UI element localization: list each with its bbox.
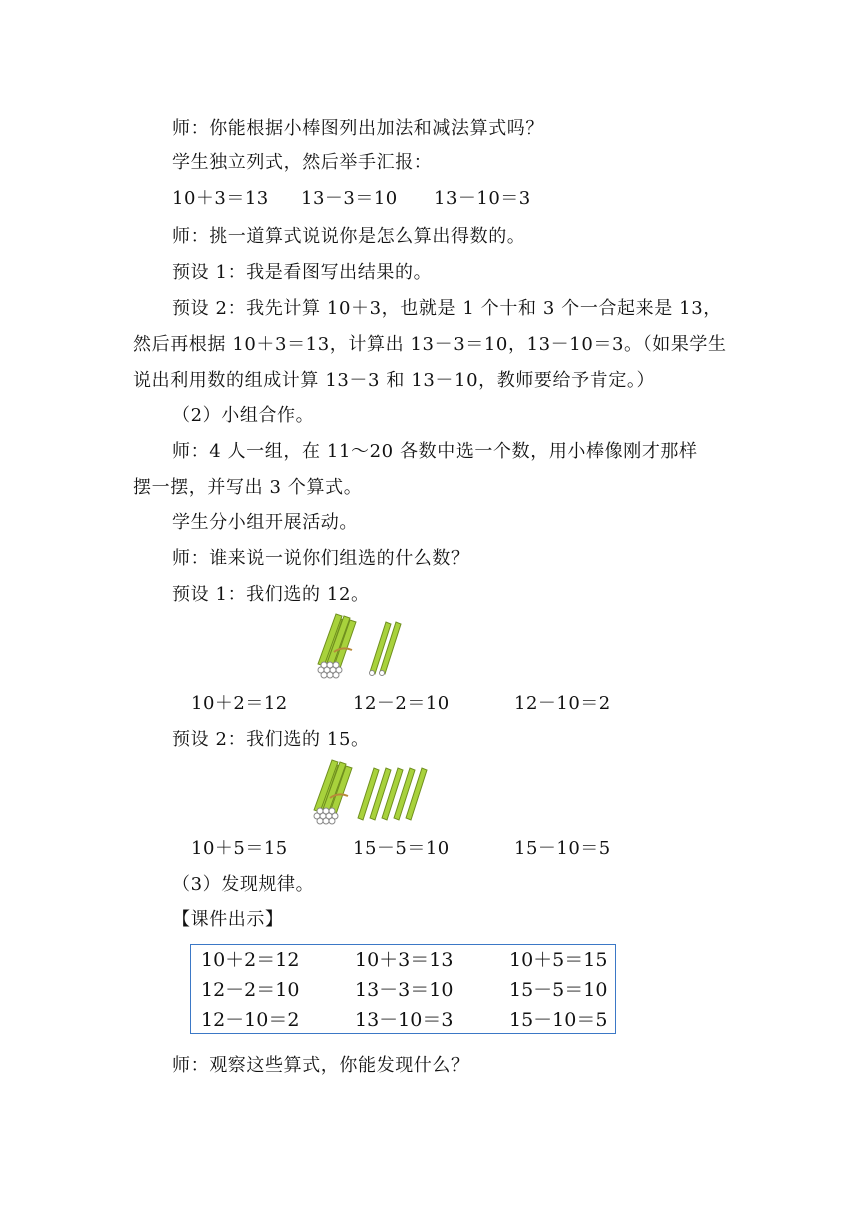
bundled-sticks-icon [318,614,356,678]
bundled-sticks-icon [314,760,352,824]
p8-line1: 师：4 人一组，在 11～20 各数中选一个数，用小棒像刚才那样 [172,441,698,462]
table-cell: 10＋2＝12 [201,949,300,971]
eq-13-sub3: 13－3＝10 [301,188,398,209]
p9: 学生分小组开展活动。 [172,512,358,533]
sticks-15-image [308,758,438,828]
p2: 学生独立列式，然后举手汇报： [172,152,433,173]
p5: 预设 1：我是看图写出结果的。 [172,262,433,283]
eq-15-sub10: 15－10＝5 [514,838,611,859]
loose-sticks [370,622,402,676]
table-cell: 12－2＝10 [201,979,300,1001]
equations-table [190,944,616,1034]
table-cell: 10＋3＝13 [355,949,454,971]
p4: 师：挑一道算式说说你是怎么算出得数的。 [172,226,526,247]
p15: （3）发现规律。 [172,874,315,895]
p10: 师：谁来说一说你们组选的什么数？ [172,548,470,569]
eq-15-sub5: 15－5＝10 [353,838,450,859]
p1: 师：你能根据小棒图列出加法和减法算式吗？ [172,118,544,139]
sticks-12-image [312,612,417,682]
table-cell: 13－3＝10 [355,979,454,1001]
p8-line2: 摆一摆，并写出 3 个算式。 [133,477,363,498]
p6-line3: 说出利用数的组成计算 13－3 和 13－10，教师要给予肯定。） [133,370,656,391]
eq-15-add: 10＋5＝15 [191,838,288,859]
eq-12-sub2: 12－2＝10 [353,693,450,714]
table-cell: 15－10＝5 [509,1009,608,1031]
table-cell: 13－10＝3 [355,1009,454,1031]
eq-12-add: 10＋2＝12 [191,693,288,714]
p6-line2: 然后再根据 10＋3＝13，计算出 13－3＝10，13－10＝3。（如果学生 [133,334,727,355]
loose-sticks [358,768,427,820]
eq-13-add: 10＋3＝13 [172,188,269,209]
eq-13-sub10: 13－10＝3 [434,188,531,209]
table-cell: 15－5＝10 [509,979,608,1001]
p13: 预设 2：我们选的 15。 [172,729,370,750]
eq-12-sub10: 12－10＝2 [514,693,611,714]
p16: 【课件出示】 [172,909,284,930]
table-cell: 10＋5＝15 [509,949,608,971]
p6-line1: 预设 2：我先计算 10＋3，也就是 1 个十和 3 个一合起来是 13， [172,298,722,319]
table-cell: 12－10＝2 [201,1009,300,1031]
p11: 预设 1：我们选的 12。 [172,584,370,605]
p17: 师：观察这些算式，你能发现什么？ [172,1055,470,1076]
p7: （2）小组合作。 [172,405,315,426]
